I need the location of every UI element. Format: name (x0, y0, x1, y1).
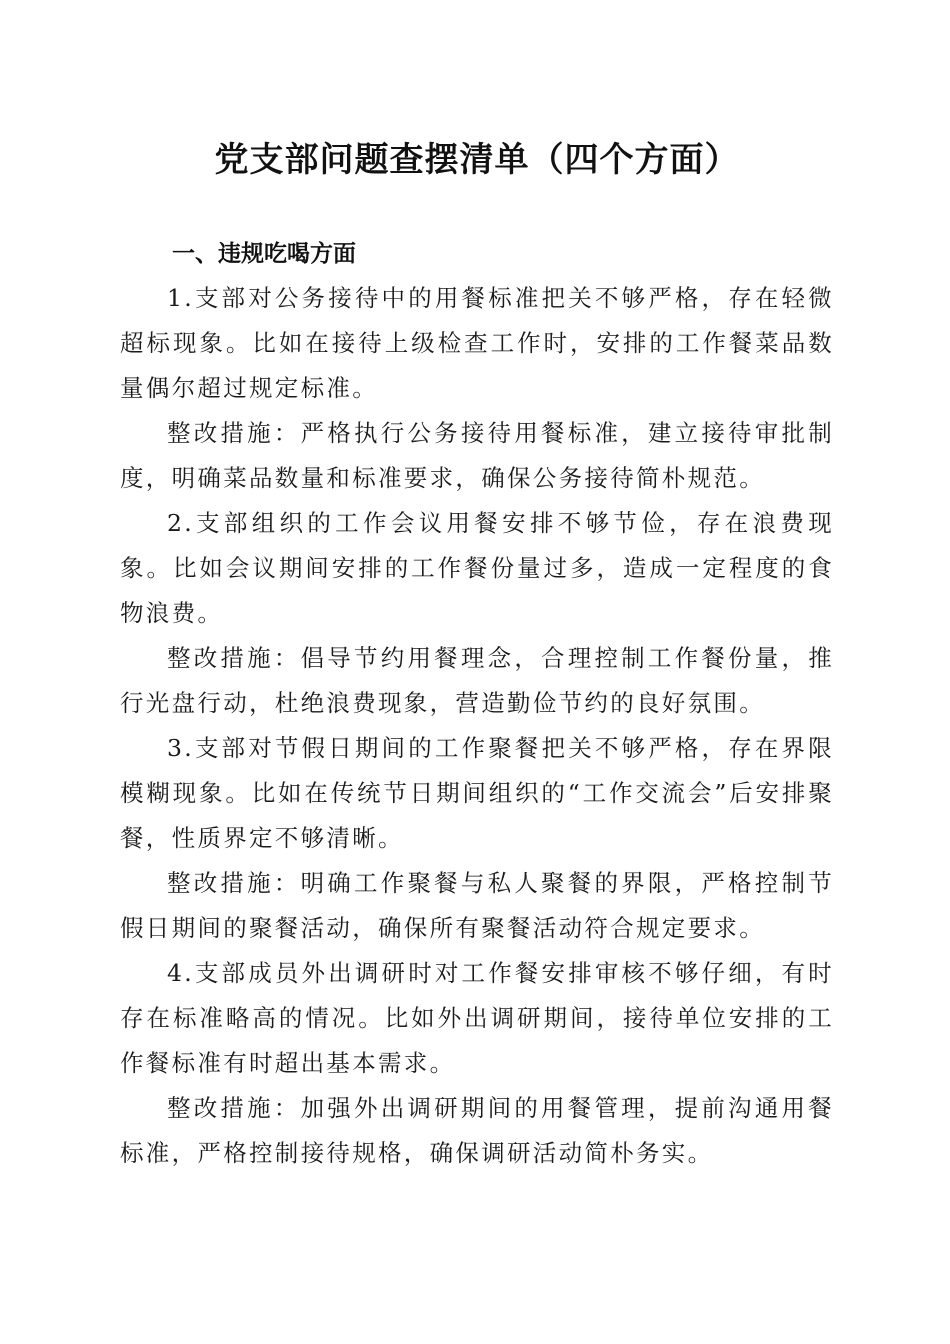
item-1 (120, 276, 834, 501)
item-3-problem: 3.支部对节假日期间的工作聚餐把关不够严格，存在界限模糊现象。比如在传统节日期间组织的“工作交流会”后安排聚餐，性质界定不够清晰。 (120, 734, 834, 852)
item-1-measure: 整改措施：严格执行公务接待用餐标准，建立接待审批制度，明确菜品数量和标准要求，确保公务接待简朴规范。 (120, 419, 834, 492)
item-4 (120, 951, 834, 1176)
item-4-measure: 整改措施：加强外出调研期间的用餐管理，提前沟通用餐标准，严格控制接待规格，确保调研活动简朴务实。 (120, 1094, 834, 1167)
item-4-problem: 4.支部成员外出调研时对工作餐安排审核不够仔细，有时存在标准略高的情况。比如外出调研期间，接待单位安排的工作餐标准有时超出基本需求。 (120, 959, 834, 1077)
item-1-problem: 1.支部对公务接待中的用餐标准把关不够严格，存在轻微超标现象。比如在接待上级检查工作时，安排的工作餐菜品数量偶尔超过规定标准。 (120, 284, 834, 402)
item-3-measure: 整改措施：明确工作聚餐与私人聚餐的界限，严格控制节假日期间的聚餐活动，确保所有聚餐活动符合规定要求。 (120, 869, 834, 942)
section-heading: 一、违规吃喝方面 (172, 241, 356, 267)
item-3 (120, 726, 834, 951)
item-2-measure: 整改措施：倡导节约用餐理念，合理控制工作餐份量，推行光盘行动，杜绝浪费现象，营造勤俭节约的良好氛围。 (120, 644, 834, 717)
item-2 (120, 501, 834, 726)
document-title: 党支部问题查摆清单（四个方面） (214, 140, 740, 180)
item-2-problem: 2.支部组织的工作会议用餐安排不够节俭，存在浪费现象。比如会议期间安排的工作餐份量过多，造成一定程度的食物浪费。 (120, 509, 834, 627)
